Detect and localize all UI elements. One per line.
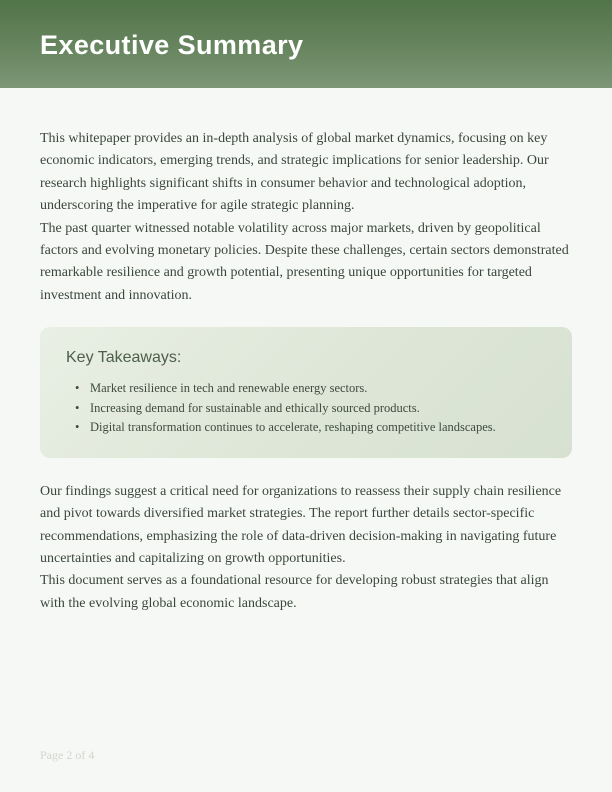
key-takeaways-heading: Key Takeaways: [66, 349, 182, 367]
closing-paragraph: Our findings suggest a critical need for organizations to reassess their supply chain resilience and pivot towards diversified market strategies. The report further details sector-specific recommendations, emphasizing the role of data-driven decision-making in navigating future uncertainties and capitalizing on growth opportunities. [40, 483, 562, 566]
closing-paragraph: This document serves as a foundational resource for developing robust strategies that align with the evolving global economic landscape. [40, 573, 549, 611]
page-number: Page 2 of 4 [40, 748, 95, 762]
page-header [0, 0, 612, 88]
list-item: • Market resilience in tech and renewable energy sectors. [66, 379, 546, 399]
document-body [0, 88, 612, 615]
page-title: Executive Summary [40, 30, 304, 60]
key-takeaways-list [66, 379, 546, 438]
key-takeaways-box [40, 327, 572, 458]
list-item: • Increasing demand for sustainable and ethically sourced products. [66, 399, 546, 419]
intro-paragraph: The past quarter witnessed notable volatility across major markets, driven by geopolitical factors and evolving monetary policies. Despite these challenges, certain sectors demonstrated remarkable resilience and growth potential, presenting unique opportunities for targeted investment and innovation. [40, 220, 569, 303]
intro-paragraph: This whitepaper provides an in-depth analysis of global market dynamics, focusing on key economic indicators, emerging trends, and strategic implications for senior leadership. Our research highlights significant shifts in consumer behavior and technological adoption, underscoring the imperative for agile strategic planning. [40, 131, 549, 214]
list-item: • Digital transformation continues to accelerate, reshaping competitive landscapes. [66, 418, 546, 438]
